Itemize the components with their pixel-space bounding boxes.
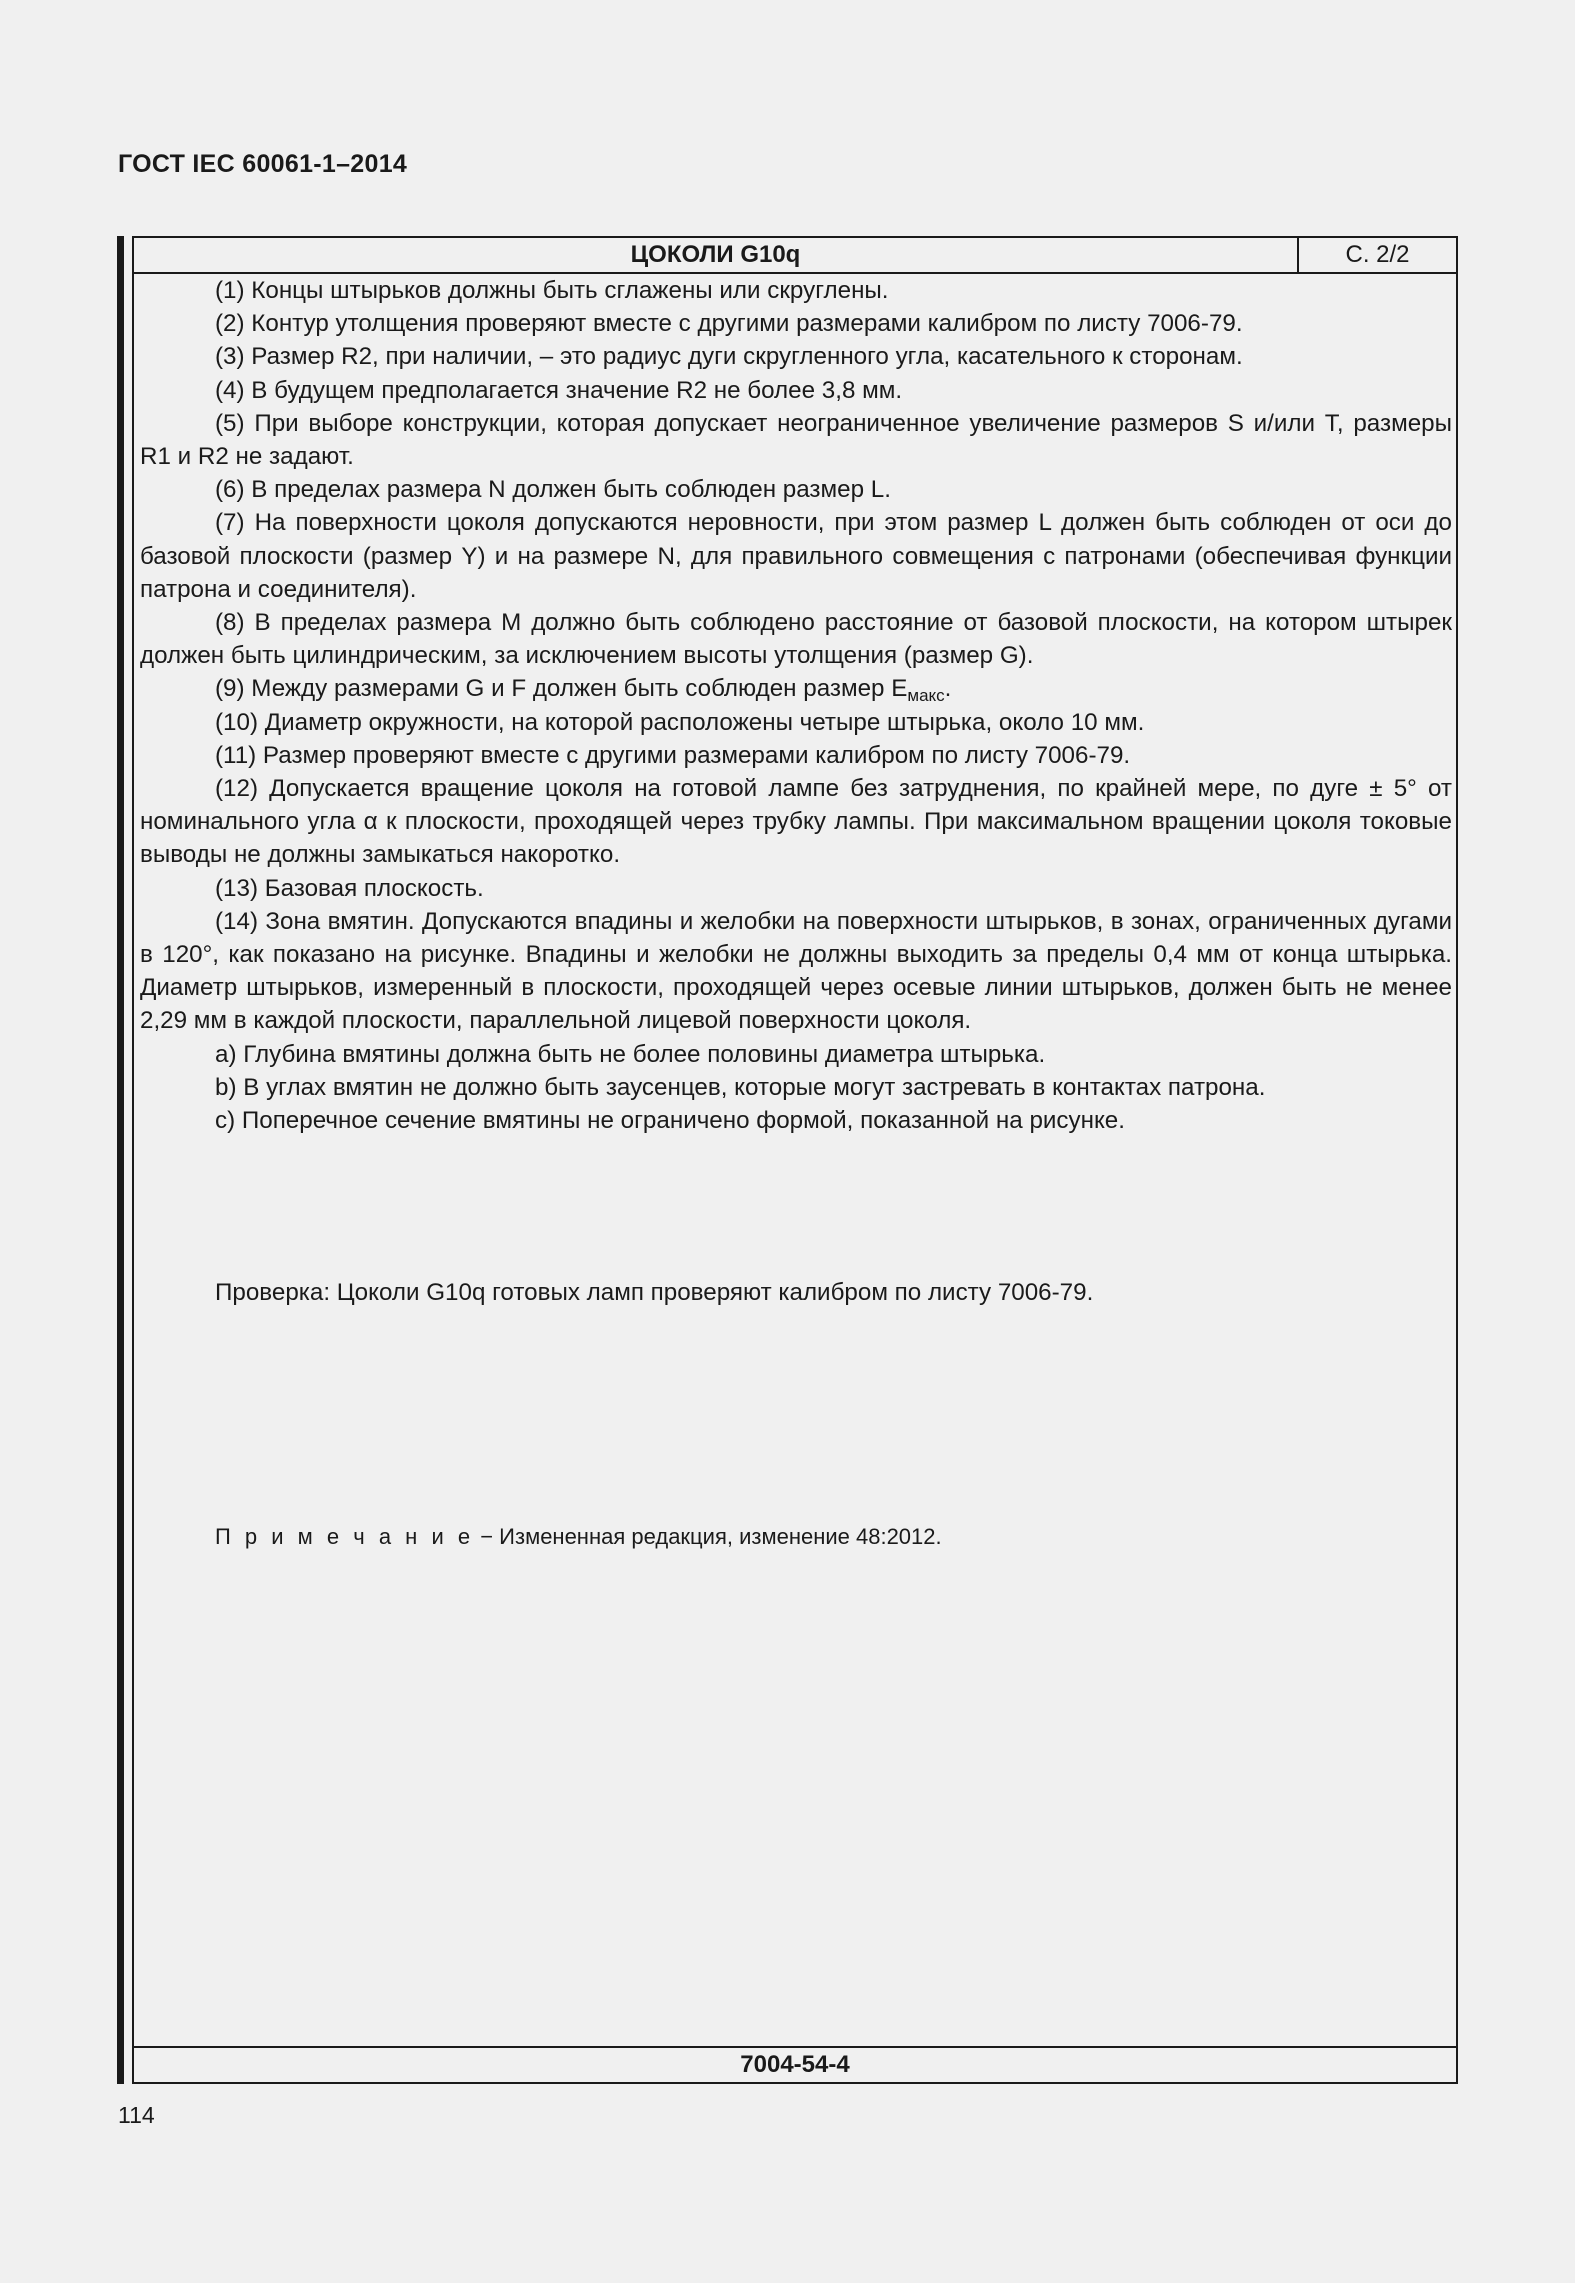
note-6: (6) В пределах размера N должен быть соблюден размер L.: [215, 476, 891, 504]
note-5: (5) При выборе конструкции, которая допускает неограниченное увеличение размеров S и/или Т, размеры R1 и R2 не задают.: [140, 409, 1452, 471]
check-statement: Проверка: Цоколи G10q готовых ламп проверяют калибром по листу 7006-79.: [215, 1279, 1094, 1306]
note-1: (1) Концы штырьков должны быть сглажены или скруглены.: [215, 277, 889, 304]
note-13: (13) Базовая плоскость.: [215, 874, 484, 902]
note-11: (11) Размер проверяют вместе с другими размерами калибром по листу 7006-79.: [215, 741, 1131, 769]
note-9: [140, 672, 1452, 705]
note-2: (2) Контур утолщения проверяют вместе с другими размерами калибром по листу 7006-79.: [215, 310, 1243, 338]
sheet-title: ЦОКОЛИ G10q: [134, 238, 1299, 272]
remark: [215, 1522, 942, 1552]
note-9-text: (9) Между размерами G и F должен быть соблюден размер E: [215, 675, 908, 703]
note-14a: a) Глубина вмятины должна быть не более половины диаметра штырька.: [215, 1040, 1046, 1068]
note-14c: c) Поперечное сечение вмятины не ограничено формой, показанной на рисунке.: [215, 1107, 1125, 1135]
sheet-title-row: [134, 238, 1456, 274]
remark-label: П р и м е ч а н и е: [215, 1524, 475, 1549]
note-14b: b) В углах вмятин не должно быть заусенцев, которые могут застревать в контактах патрона.: [215, 1073, 1266, 1101]
document-standard-header: ГОСТ IEC 60061-1–2014: [118, 150, 408, 178]
note-3: (3) Размер R2, при наличии, – это радиус дуги скругленного угла, касательного к сторонам.: [215, 343, 1243, 371]
sheet-page-indicator: С. 2/2: [1345, 241, 1410, 268]
sheet-frame: [132, 236, 1458, 2084]
note-10: (10) Диаметр окружности, на которой расположены четыре штырька, около 10 мм.: [215, 708, 1145, 736]
note-8: (8) В пределах размера М должно быть соблюдено расстояние от базовой плоскости, на котором штырек должен быть цилиндрическим, за исключением высоты утолщения (размер G).: [140, 609, 1452, 670]
notes-list: [140, 274, 1452, 1137]
sheet-code: 7004-54-4: [134, 2046, 1456, 2082]
remark-text: − Измененная редакция, изменение 48:2012.: [474, 1524, 942, 1549]
margin-bar: [117, 236, 124, 2084]
page-number: 114: [118, 2102, 155, 2128]
note-7: (7) На поверхности цоколя допускаются неровности, при этом размер L должен быть соблюден от оси до базовой плоскости (размер Y) и на размере N, для правильного совмещения с патронами (обеспечивая функции патрона и соединителя).: [140, 509, 1452, 603]
note-14: (14) Зона вмятин. Допускаются впадины и желобки на поверхности штырьков, в зонах, ограниченных дугами в 120°, как показано на рисунке. Впадины и желобки не должны выходить за пределы 0,4 мм от конца штырька. Диаметр штырьков, измеренный в плоскости, проходящей через осевые линии штырьков, должен быть не менее 2,29 мм в каждой плоскости, параллельной лицевой поверхности цоколя.: [140, 907, 1452, 1035]
note-9-end: .: [944, 675, 952, 703]
note-4: (4) В будущем предполагается значение R2 не более 3,8 мм.: [215, 376, 903, 404]
note-9-subscript: макс: [907, 686, 945, 706]
note-12: (12) Допускается вращение цоколя на готовой лампе без затруднения, по крайней мере, по дуге ± 5° от номинального угла α к плоскости, проходящей через трубку лампы. При максимальном вращении цоколя токовые выводы не должны замыкаться накоротко.: [140, 775, 1452, 869]
